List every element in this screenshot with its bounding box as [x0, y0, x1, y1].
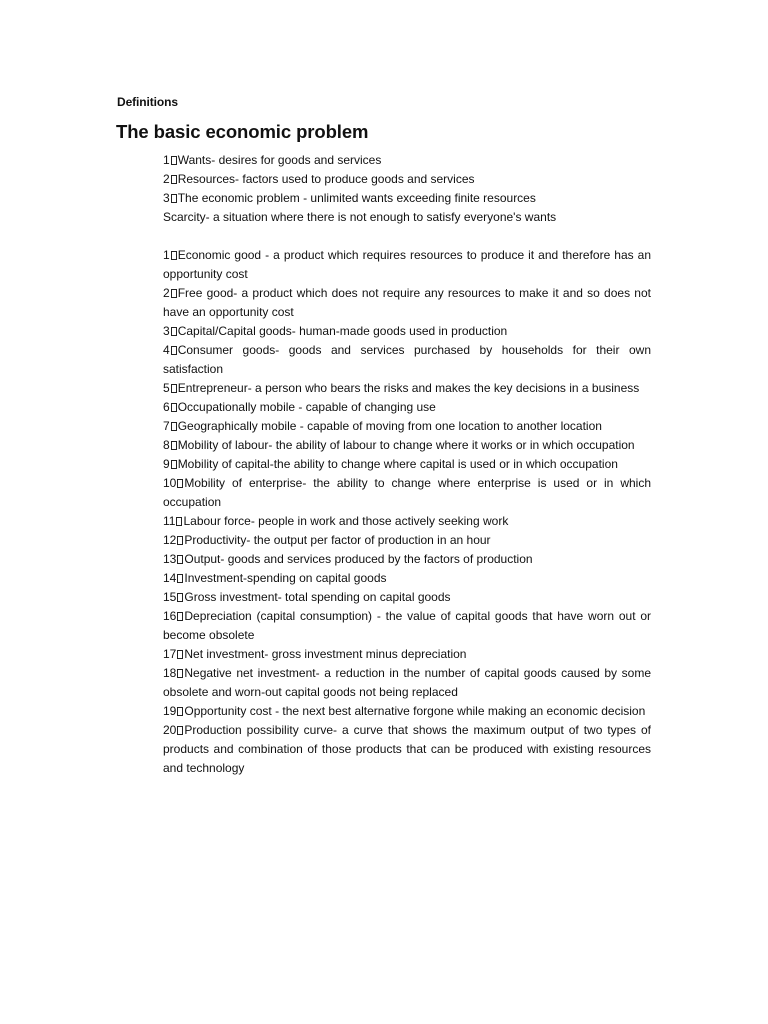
definition-item: 11 Labour force- people in work and those actively seeking work — [163, 514, 509, 528]
missing-glyph-icon — [171, 460, 177, 469]
definition-item: 2 Free good- a product which does not require any resources to make it and so does not have an opportunity cost — [163, 286, 651, 319]
definition-item: 16 Depreciation (capital consumption) - the value of capital goods that have worn out or become obsolete — [163, 609, 651, 642]
definition-item: 19 Opportunity cost - the next best alternative forgone while making an economic decision — [163, 704, 646, 718]
section-label: Definitions — [117, 95, 178, 109]
missing-glyph-icon — [171, 346, 177, 355]
missing-glyph-icon — [171, 251, 177, 260]
definition-item: 4 Consumer goods- goods and services purchased by households for their own satisfaction — [163, 343, 651, 376]
missing-glyph-icon — [177, 574, 183, 583]
missing-glyph-icon — [171, 422, 177, 431]
definition-item: 3 Capital/Capital goods- human-made goods used in production — [163, 324, 508, 338]
intro-list — [163, 151, 651, 227]
definition-item: 18 Negative net investment- a reduction in the number of capital goods caused by some obsolete and worn-out capital goods not being replaced — [163, 666, 651, 699]
definition-item: 15 Gross investment- total spending on capital goods — [163, 590, 451, 604]
definition-item: 1 Economic good - a product which requires resources to produce it and therefore has an opportunity cost — [163, 248, 651, 281]
missing-glyph-icon — [177, 707, 183, 716]
missing-glyph-icon — [177, 555, 183, 564]
scarcity-definition: Scarcity- a situation where there is not enough to satisfy everyone's wants — [163, 210, 557, 224]
missing-glyph-icon — [176, 517, 182, 526]
missing-glyph-icon — [177, 726, 183, 735]
missing-glyph-icon — [171, 403, 177, 412]
missing-glyph-icon — [171, 175, 177, 184]
missing-glyph-icon — [177, 536, 183, 545]
missing-glyph-icon — [171, 156, 177, 165]
definition-item: 12 Productivity- the output per factor of production in an hour — [163, 533, 491, 547]
intro-item: 3 The economic problem - unlimited wants exceeding finite resources — [163, 191, 536, 205]
missing-glyph-icon — [177, 479, 183, 488]
definition-item: 13 Output- goods and services produced by the factors of production — [163, 552, 533, 566]
definition-item: 7 Geographically mobile - capable of moving from one location to another location — [163, 419, 602, 433]
definition-item: 9 Mobility of capital-the ability to change where capital is used or in which occupation — [163, 457, 618, 471]
missing-glyph-icon — [171, 289, 177, 298]
definition-item: 8 Mobility of labour- the ability of labour to change where it works or in which occupation — [163, 438, 635, 452]
missing-glyph-icon — [177, 612, 183, 621]
definition-item: 14 Investment-spending on capital goods — [163, 571, 387, 585]
missing-glyph-icon — [177, 650, 183, 659]
definition-item: 5 Entrepreneur- a person who bears the risks and makes the key decisions in a business — [163, 381, 640, 395]
missing-glyph-icon — [177, 593, 183, 602]
page-title: The basic economic problem — [116, 121, 369, 142]
definitions-list — [163, 246, 651, 778]
missing-glyph-icon — [171, 384, 177, 393]
missing-glyph-icon — [171, 327, 177, 336]
definition-item: 20 Production possibility curve- a curve that shows the maximum output of two types of products and combination of those products that can be produced with existing resources and technology — [163, 723, 651, 775]
definition-item: 17 Net investment- gross investment minus depreciation — [163, 647, 467, 661]
missing-glyph-icon — [171, 441, 177, 450]
intro-item: 2 Resources- factors used to produce goods and services — [163, 172, 475, 186]
definition-item: 10 Mobility of enterprise- the ability to change where enterprise is used or in which occupation — [163, 476, 651, 509]
definition-item: 6 Occupationally mobile - capable of changing use — [163, 400, 436, 414]
intro-item: 1 Wants- desires for goods and services — [163, 153, 382, 167]
missing-glyph-icon — [171, 194, 177, 203]
missing-glyph-icon — [177, 669, 183, 678]
